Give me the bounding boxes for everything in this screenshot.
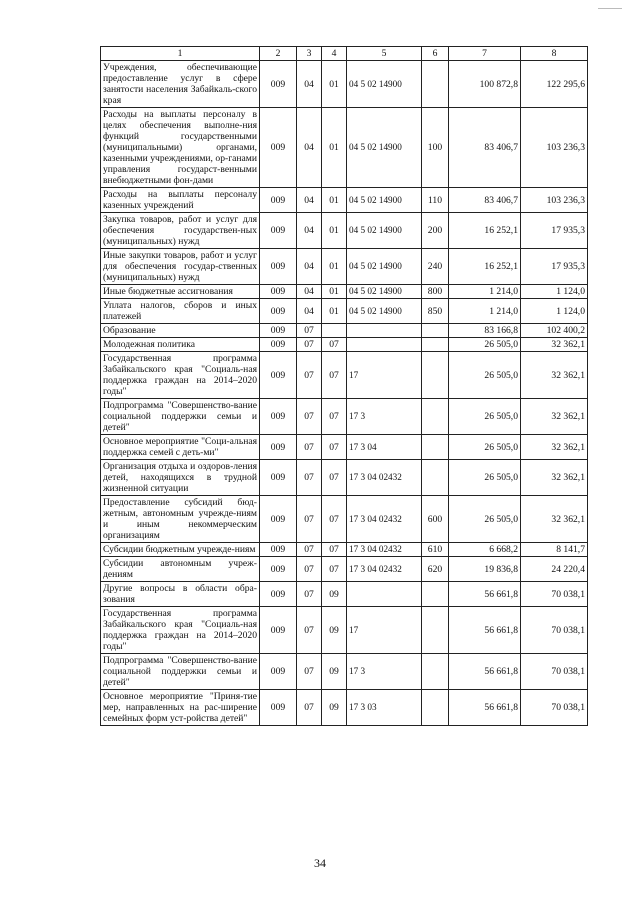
admin-code: 009 [260, 324, 297, 338]
amount-year-2: 32 362,1 [521, 399, 588, 435]
amount-year-2: 8 141,7 [521, 543, 588, 557]
target-article: 04 5 02 14900 [347, 299, 422, 324]
row-name: Молодежная политика [101, 338, 260, 352]
expense-type: 620 [422, 557, 449, 582]
amount-year-2: 24 220,4 [521, 557, 588, 582]
target-article: 04 5 02 14900 [347, 213, 422, 249]
expense-type [422, 324, 449, 338]
header-col-8: 8 [521, 47, 588, 61]
subsection-code: 07 [322, 543, 347, 557]
section-code: 07 [297, 607, 322, 654]
row-name: Основное мероприятие "Соци-альная поддержка семей с деть-ми" [101, 435, 260, 460]
expense-type [422, 690, 449, 726]
target-article: 17 [347, 352, 422, 399]
table-row [101, 61, 588, 108]
table-row [101, 690, 588, 726]
header-col-4: 4 [322, 47, 347, 61]
amount-year-1: 56 661,8 [449, 690, 521, 726]
expense-type: 240 [422, 249, 449, 285]
budget-table [100, 46, 588, 726]
section-code: 04 [297, 249, 322, 285]
admin-code: 009 [260, 435, 297, 460]
table-row [101, 324, 588, 338]
page-number: 34 [314, 856, 326, 870]
target-article: 17 3 03 [347, 690, 422, 726]
amount-year-1: 26 505,0 [449, 435, 521, 460]
admin-code: 009 [260, 690, 297, 726]
admin-code: 009 [260, 338, 297, 352]
admin-code: 009 [260, 607, 297, 654]
section-code: 04 [297, 285, 322, 299]
table-row [101, 213, 588, 249]
amount-year-2: 122 295,6 [521, 61, 588, 108]
table-row [101, 188, 588, 213]
admin-code: 009 [260, 496, 297, 543]
amount-year-1: 100 872,8 [449, 61, 521, 108]
amount-year-2: 1 124,0 [521, 285, 588, 299]
amount-year-1: 16 252,1 [449, 249, 521, 285]
row-name: Образование [101, 324, 260, 338]
admin-code: 009 [260, 108, 297, 188]
expense-type [422, 607, 449, 654]
admin-code: 009 [260, 213, 297, 249]
admin-code: 009 [260, 299, 297, 324]
target-article: 17 [347, 607, 422, 654]
section-code: 07 [297, 460, 322, 496]
row-name: Организация отдыха и оздоров-ления детей, находящихся в трудной жизненной ситуации [101, 460, 260, 496]
table-row [101, 607, 588, 654]
table-row [101, 582, 588, 607]
target-article [347, 338, 422, 352]
section-code: 07 [297, 557, 322, 582]
admin-code: 009 [260, 654, 297, 690]
section-code: 04 [297, 299, 322, 324]
subsection-code: 09 [322, 607, 347, 654]
amount-year-1: 26 505,0 [449, 352, 521, 399]
amount-year-2: 70 038,1 [521, 654, 588, 690]
expense-type [422, 460, 449, 496]
subsection-code: 09 [322, 654, 347, 690]
expense-type [422, 582, 449, 607]
expense-type: 110 [422, 188, 449, 213]
section-code: 07 [297, 690, 322, 726]
target-article: 17 3 [347, 654, 422, 690]
admin-code: 009 [260, 285, 297, 299]
target-article: 04 5 02 14900 [347, 285, 422, 299]
target-article: 17 3 [347, 399, 422, 435]
amount-year-2: 102 400,2 [521, 324, 588, 338]
amount-year-1: 26 505,0 [449, 338, 521, 352]
amount-year-2: 70 038,1 [521, 582, 588, 607]
amount-year-2: 32 362,1 [521, 352, 588, 399]
row-name: Расходы на выплаты персоналу казенных учреждений [101, 188, 260, 213]
target-article [347, 324, 422, 338]
expense-type [422, 61, 449, 108]
section-code: 07 [297, 654, 322, 690]
corner-mark [598, 8, 622, 9]
subsection-code: 01 [322, 213, 347, 249]
amount-year-1: 56 661,8 [449, 607, 521, 654]
table-row [101, 460, 588, 496]
row-name: Расходы на выплаты персоналу в целях обеспечения выполне-ния функций государственными (муниципальными) органами, казенными учреждениями, ор-ганами управления государст-венными внебюджетными фон-дами [101, 108, 260, 188]
header-col-1: 1 [101, 47, 260, 61]
section-code: 07 [297, 435, 322, 460]
amount-year-1: 16 252,1 [449, 213, 521, 249]
amount-year-1: 26 505,0 [449, 496, 521, 543]
subsection-code: 01 [322, 108, 347, 188]
header-col-3: 3 [297, 47, 322, 61]
row-name: Подпрограмма "Совершенство-вание социальной поддержки семьи и детей" [101, 654, 260, 690]
admin-code: 009 [260, 188, 297, 213]
expense-type: 200 [422, 213, 449, 249]
table-row [101, 399, 588, 435]
admin-code: 009 [260, 249, 297, 285]
expense-type [422, 654, 449, 690]
target-article: 04 5 02 14900 [347, 108, 422, 188]
row-name: Учреждения, обеспечивающие предоставление услуг в сфере занятости населения Забайкаль-ского края [101, 61, 260, 108]
amount-year-1: 56 661,8 [449, 654, 521, 690]
section-code: 07 [297, 324, 322, 338]
amount-year-2: 1 124,0 [521, 299, 588, 324]
subsection-code: 01 [322, 285, 347, 299]
table-row [101, 543, 588, 557]
table-row [101, 299, 588, 324]
amount-year-1: 83 406,7 [449, 188, 521, 213]
admin-code: 009 [260, 352, 297, 399]
header-col-2: 2 [260, 47, 297, 61]
amount-year-2: 103 236,3 [521, 188, 588, 213]
target-article [347, 582, 422, 607]
amount-year-2: 70 038,1 [521, 690, 588, 726]
section-code: 07 [297, 496, 322, 543]
subsection-code: 07 [322, 460, 347, 496]
subsection-code: 07 [322, 338, 347, 352]
subsection-code: 07 [322, 352, 347, 399]
table-row [101, 285, 588, 299]
amount-year-2: 17 935,3 [521, 213, 588, 249]
row-name: Закупка товаров, работ и услуг для обеспечения государствен-ных (муниципальных) нужд [101, 213, 260, 249]
table-row [101, 557, 588, 582]
amount-year-2: 32 362,1 [521, 496, 588, 543]
amount-year-1: 19 836,8 [449, 557, 521, 582]
subsection-code: 01 [322, 188, 347, 213]
expense-type: 800 [422, 285, 449, 299]
amount-year-2: 70 038,1 [521, 607, 588, 654]
section-code: 04 [297, 61, 322, 108]
amount-year-2: 17 935,3 [521, 249, 588, 285]
subsection-code: 09 [322, 690, 347, 726]
subsection-code [322, 324, 347, 338]
subsection-code: 09 [322, 582, 347, 607]
amount-year-2: 32 362,1 [521, 338, 588, 352]
subsection-code: 07 [322, 557, 347, 582]
header-col-5: 5 [347, 47, 422, 61]
subsection-code: 07 [322, 399, 347, 435]
admin-code: 009 [260, 557, 297, 582]
section-code: 07 [297, 352, 322, 399]
expense-type [422, 352, 449, 399]
row-name: Государственная программа Забайкальского края "Социаль-ная поддержка граждан на 2014–2020 годы" [101, 352, 260, 399]
amount-year-1: 26 505,0 [449, 399, 521, 435]
amount-year-1: 26 505,0 [449, 460, 521, 496]
section-code: 07 [297, 543, 322, 557]
section-code: 04 [297, 108, 322, 188]
section-code: 04 [297, 213, 322, 249]
target-article: 04 5 02 14900 [347, 61, 422, 108]
admin-code: 009 [260, 460, 297, 496]
table-row [101, 654, 588, 690]
row-name: Основное мероприятие "Приня-тие мер, направленных на рас-ширение семейных форм уст-ройства детей" [101, 690, 260, 726]
header-row [101, 47, 588, 61]
target-article: 04 5 02 14900 [347, 249, 422, 285]
table-row [101, 352, 588, 399]
section-code: 07 [297, 399, 322, 435]
row-name: Субсидии бюджетным учрежде-ниям [101, 543, 260, 557]
table-row [101, 435, 588, 460]
admin-code: 009 [260, 543, 297, 557]
section-code: 04 [297, 188, 322, 213]
subsection-code: 01 [322, 61, 347, 108]
row-name: Субсидии автономным учреж-дениям [101, 557, 260, 582]
target-article: 17 3 04 [347, 435, 422, 460]
amount-year-1: 1 214,0 [449, 285, 521, 299]
expense-type [422, 435, 449, 460]
table-row [101, 496, 588, 543]
section-code: 07 [297, 582, 322, 607]
row-name: Иные закупки товаров, работ и услуг для обеспечения государ-ственных (муниципальных) нужд [101, 249, 260, 285]
expense-type: 100 [422, 108, 449, 188]
table-body [101, 61, 588, 726]
table-row [101, 249, 588, 285]
header-col-7: 7 [449, 47, 521, 61]
target-article: 17 3 04 02432 [347, 496, 422, 543]
section-code: 07 [297, 338, 322, 352]
amount-year-2: 32 362,1 [521, 460, 588, 496]
expense-type [422, 338, 449, 352]
row-name: Уплата налогов, сборов и иных платежей [101, 299, 260, 324]
target-article: 17 3 04 02432 [347, 460, 422, 496]
subsection-code: 07 [322, 496, 347, 543]
admin-code: 009 [260, 399, 297, 435]
subsection-code: 07 [322, 435, 347, 460]
row-name: Иные бюджетные ассигнования [101, 285, 260, 299]
admin-code: 009 [260, 61, 297, 108]
row-name: Другие вопросы в области обра-зования [101, 582, 260, 607]
row-name: Государственная программа Забайкальского края "Социаль-ная поддержка граждан на 2014–2020 годы" [101, 607, 260, 654]
expense-type: 850 [422, 299, 449, 324]
amount-year-1: 83 166,8 [449, 324, 521, 338]
admin-code: 009 [260, 582, 297, 607]
amount-year-2: 103 236,3 [521, 108, 588, 188]
expense-type: 600 [422, 496, 449, 543]
subsection-code: 01 [322, 249, 347, 285]
amount-year-1: 83 406,7 [449, 108, 521, 188]
row-name: Предоставление субсидий бюд-жетным, автономным учрежде-ниям и иным некоммерческим организациям [101, 496, 260, 543]
target-article: 17 3 04 02432 [347, 543, 422, 557]
expense-type [422, 399, 449, 435]
amount-year-1: 1 214,0 [449, 299, 521, 324]
amount-year-1: 56 661,8 [449, 582, 521, 607]
amount-year-2: 32 362,1 [521, 435, 588, 460]
amount-year-1: 6 668,2 [449, 543, 521, 557]
target-article: 04 5 02 14900 [347, 188, 422, 213]
table-row [101, 108, 588, 188]
target-article: 17 3 04 02432 [347, 557, 422, 582]
row-name: Подпрограмма "Совершенство-вание социальной поддержки семьи и детей" [101, 399, 260, 435]
expense-type: 610 [422, 543, 449, 557]
table-row [101, 338, 588, 352]
header-col-6: 6 [422, 47, 449, 61]
subsection-code: 01 [322, 299, 347, 324]
